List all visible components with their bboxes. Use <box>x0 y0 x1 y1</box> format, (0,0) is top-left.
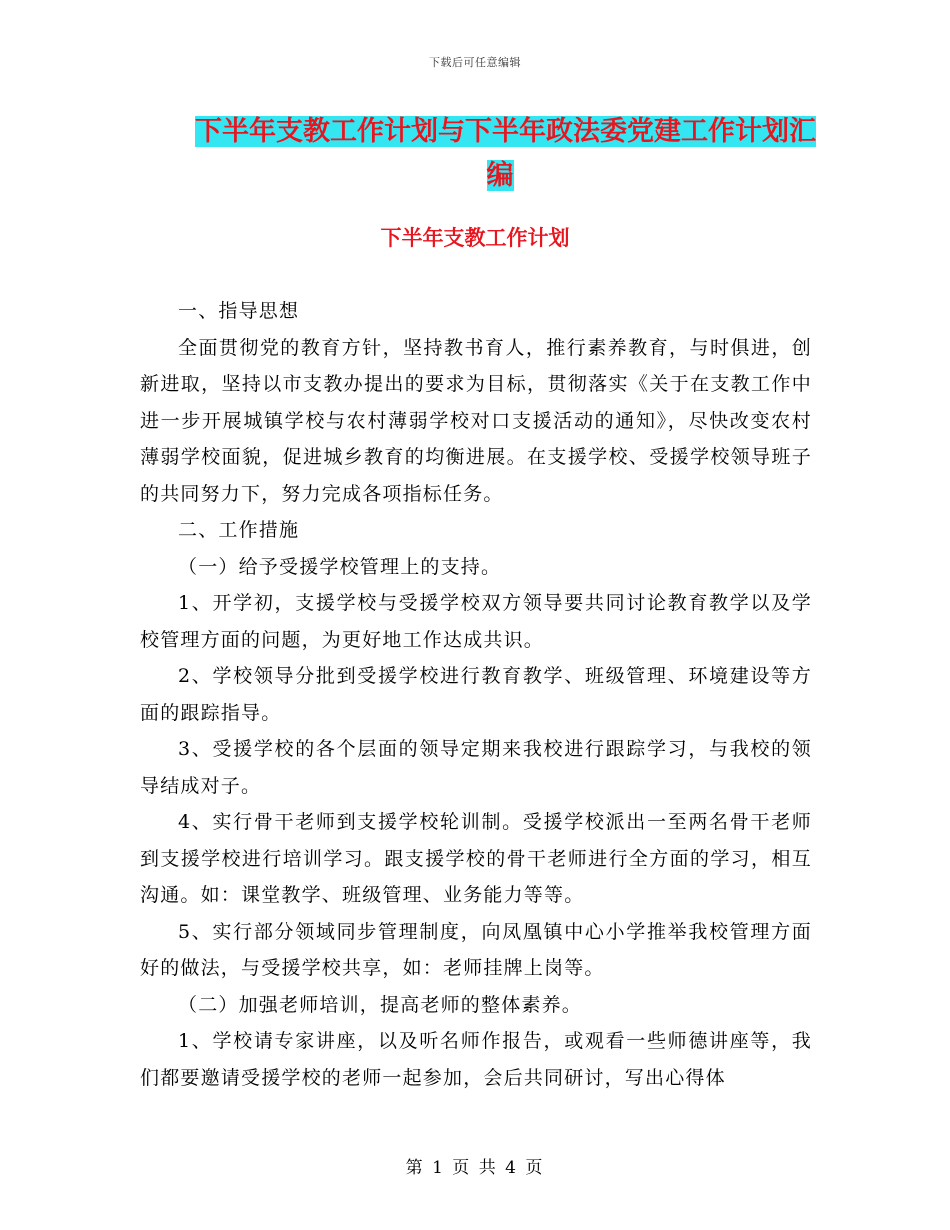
paragraph: 1、学校请专家讲座，以及听名师作报告，或观看一些师德讲座等，我们都要邀请受援学校的老师一起参加，会后共同研讨，写出心得体 <box>140 1030 812 1089</box>
page-number: 第 1 页 共 4 页 <box>405 1158 545 1178</box>
document-title <box>195 110 816 198</box>
paragraph: 全面贯彻党的教育方针，坚持教书育人，推行素养教育，与时俱进，创新进取，坚持以市支教办提出的要求为目标，贯彻落实《关于在支教工作中进一步开展城镇学校与农村薄弱学校对口支援活动的通知》，尽快改变农村薄弱学校面貌，促进城乡教育的均衡进展。在支援学校、受援学校领导班子的共同努力下，努力完成各项指标任务。 <box>140 336 812 505</box>
section-title: 下半年支教工作计划 <box>380 226 570 250</box>
title-highlight: 编 <box>486 160 514 191</box>
paragraph-heading-guiding-ideology: 一、指导思想 <box>178 300 300 322</box>
paragraph: 5、实行部分领域同步管理制度，向凤凰镇中心小学推举我校管理方面好的做法，与受援学校共享，如：老师挂牌上岗等。 <box>140 920 812 979</box>
title-highlight: 下半年支教工作计划与下半年政法委党建工作计划汇 <box>195 116 816 147</box>
paragraph-heading-work-measures: 二、工作措施 <box>178 519 300 541</box>
paragraph-subheading: （二）加强老师培训，提高老师的整体素养。 <box>178 993 583 1016</box>
paragraph: 3、受援学校的各个层面的领导定期来我校进行跟踪学习，与我校的领导结成对子。 <box>140 738 812 797</box>
paragraph-subheading: （一）给予受援学校管理上的支持。 <box>178 555 502 578</box>
paragraph: 4、实行骨干老师到支援学校轮训制。受援学校派出一至两名骨干老师到支援学校进行培训学习。跟支援学校的骨干老师进行全方面的学习，相互沟通。如：课堂教学、班级管理、业务能力等等。 <box>140 811 812 906</box>
document-title-line-2 <box>195 154 805 198</box>
document-title-line-1 <box>195 110 816 154</box>
paragraph: 1、开学初，支援学校与受援学校双方领导要共同讨论教育教学以及学校管理方面的问题，为更好地工作达成共识。 <box>140 592 812 651</box>
header-note: 下载后可任意编辑 <box>429 56 521 69</box>
body-text <box>140 293 812 1096</box>
paragraph: 2、学校领导分批到受援学校进行教育教学、班级管理、环境建设等方面的跟踪指导。 <box>140 665 812 724</box>
